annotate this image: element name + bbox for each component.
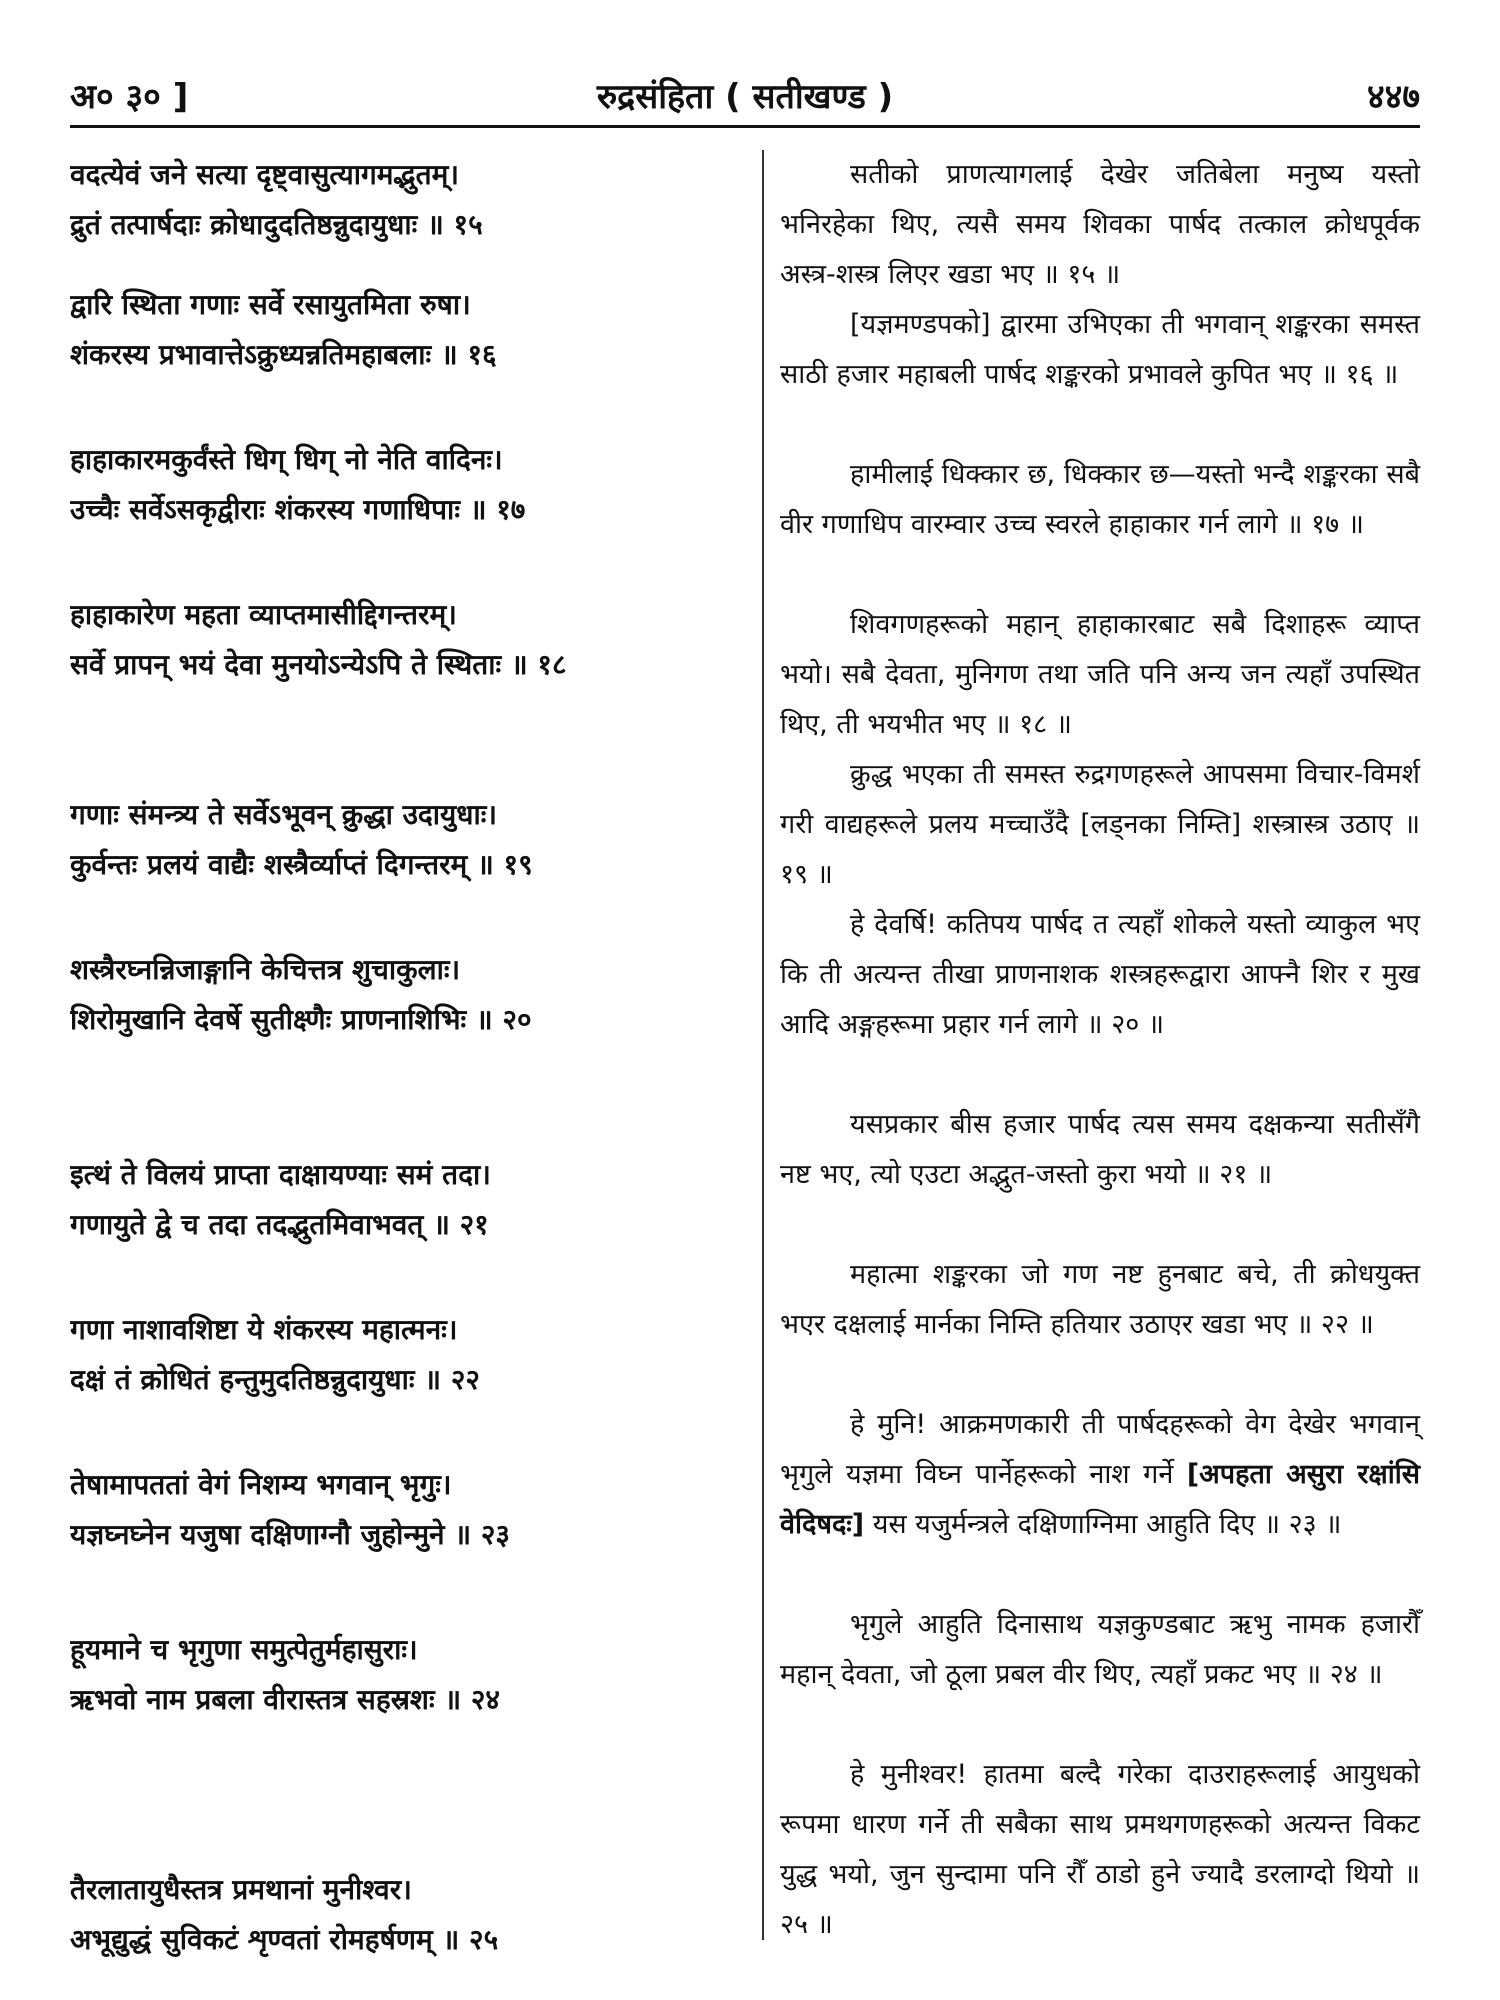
verse-line: उच्चैः सर्वेऽसकृद्वीराः शंकरस्य गणाधिपाः ॥ १७ (70, 493, 526, 526)
verse-line: शस्त्रैरघ्नन्निजाङ्गानि केचित्तत्र शुचाकुलाः। (70, 953, 461, 986)
translation-24 (780, 1600, 1420, 1700)
verse-23 (70, 1460, 740, 1560)
verse-18 (70, 590, 740, 690)
translation-text: हे देवर्षि! कतिपय पार्षद त त्यहाँ शोकले यस्तो व्याकुल भए कि ती अत्यन्त तीखा प्राणनाशक शस्त्रहरूद्वारा आफ्नै शिर र मुख आदि अङ्गहरूमा प्रहार गर्न लागे ॥ २० ॥ (780, 909, 1420, 1040)
translation-16 (780, 300, 1420, 400)
translation-text: भृगुले आहुति दिनासाथ यज्ञकुण्डबाट ऋभु नामक हजारौँ महान् देवता, जो ठूला प्रबल वीर थिए, त्यहाँ प्रकट भए ॥ २४ ॥ (780, 1609, 1420, 1690)
page-header (70, 72, 1420, 122)
translation-text: यसप्रकार बीस हजार पार्षद त्यस समय दक्षकन्या सतीसँगै नष्ट भए, त्यो एउटा अद्भुत-जस्तो कुरा भयो ॥ २१ ॥ (780, 1109, 1420, 1190)
translation-25 (780, 1750, 1420, 1950)
verse-line: कुर्वन्तः प्रलयं वाद्यैः शस्त्रैर्व्याप्तं दिगन्तरम् ॥ १९ (70, 848, 533, 881)
verse-22 (70, 1305, 740, 1405)
verse-line: द्रुतं तत्पार्षदाः क्रोधादुदतिष्ठन्नुदायुधाः ॥ १५ (70, 208, 483, 241)
translation-text: हे मुनि! आक्रमणकारी ती पार्षदहरूको वेग देखेर भगवान् भृगुले यज्ञमा विघ्न पार्नेहरूको नाश गर्ने (780, 1409, 1420, 1490)
column-divider (762, 150, 764, 1940)
translation-17 (780, 450, 1420, 550)
translation-20 (780, 900, 1420, 1050)
verse-21 (70, 1150, 740, 1250)
translation-19 (780, 750, 1420, 900)
verse-line: गणायुते द्वे च तदा तदद्भुतमिवाभवत् ॥ २१ (70, 1208, 489, 1241)
yajur-mantra: [अपहता असुरा रक्षांसि वेदिषदः] (780, 1459, 1420, 1540)
verse-20 (70, 945, 740, 1045)
translation-text: महात्मा शङ्करका जो गण नष्ट हुनबाट बचे, ती क्रोधयुक्त भएर दक्षलाई मार्नका निम्ति हतियार उठाएर खडा भए ॥ २२ ॥ (780, 1259, 1420, 1340)
verse-line: इत्थं ते विलयं प्राप्ता दाक्षायण्याः समं तदा। (70, 1158, 491, 1191)
translation-15 (780, 150, 1420, 300)
verse-line: तेषामापततां वेगं निशम्य भगवान् भृगुः। (70, 1468, 452, 1501)
translation-text: हामीलाई धिक्कार छ, धिक्कार छ—यस्तो भन्दै शङ्करका सबै वीर गणाधिप वारम्वार उच्च स्वरले हाहाकार गर्न लागे ॥ १७ ॥ (780, 459, 1420, 540)
verse-line: शिरोमुखानि देवर्षे सुतीक्ष्णैः प्राणनाशिभिः ॥ २० (70, 1003, 532, 1036)
verse-24 (70, 1625, 740, 1725)
verse-line: शंकरस्य प्रभावात्तेऽक्रुध्यन्नतिमहाबलाः ॥ १६ (70, 338, 497, 371)
verse-line: हूयमाने च भृगुणा समुत्पेतुर्महासुराः। (70, 1633, 418, 1666)
verse-line: दक्षं तं क्रोधितं हन्तुमुदतिष्ठन्नुदायुधाः ॥ २२ (70, 1363, 480, 1396)
translation-text: सतीको प्राणत्यागलाई देखेर जतिबेला मनुष्य यस्तो भनिरहेका थिए, त्यसै समय शिवका पार्षद तत्काल क्रोधपूर्वक अस्त्र-शस्त्र लिएर खडा भए ॥ १५ ॥ (780, 159, 1420, 290)
verse-17 (70, 435, 740, 535)
translation-text: हे मुनीश्वर! हातमा बल्दै गरेका दाउराहरूलाई आयुधको रूपमा धारण गर्ने ती सबैका साथ प्रमथगणहरूको अत्यन्त विकट युद्ध भयो, जुन सुन्दामा पनि रौँ ठाडो हुने ज्यादै डरलाग्दो थियो ॥ २५ ॥ (780, 1759, 1420, 1940)
verse-line: वदत्येवं जने सत्या दृष्ट्वासुत्यागमद्भुतम्। (70, 158, 459, 191)
translation-text: यस यजुर्मन्त्रले दक्षिणाग्निमा आहुति दिए ॥ २३ ॥ (872, 1509, 1342, 1540)
translation-23 (780, 1400, 1420, 1550)
verse-19 (70, 790, 740, 890)
verse-25 (70, 1865, 740, 1965)
verse-line: द्वारि स्थिता गणाः सर्वे रसायुतमिता रुषा। (70, 288, 471, 321)
translation-text: क्रुद्ध भएका ती समस्त रुद्रगणहरूले आपसमा विचार-विमर्श गरी वाद्यहरूले प्रलय मच्चाउँदै [लड्नका निम्ति] शस्त्रास्त्र उठाए ॥ १९ ॥ (780, 759, 1420, 890)
verse-line: अभूद्युद्धं सुविकटं शृण्वतां रोमहर्षणम् ॥ २५ (70, 1923, 499, 1956)
page-number: ४४७ (1366, 77, 1420, 117)
translation-21 (780, 1100, 1420, 1200)
verse-line: ऋभवो नाम प्रबला वीरास्तत्र सहस्रशः ॥ २४ (70, 1683, 500, 1716)
verse-line: गणाः संमन्त्र्य ते सर्वेऽभूवन् क्रुद्धा उदायुधाः। (70, 798, 498, 831)
header-rule (70, 125, 1420, 128)
verse-15 (70, 150, 740, 250)
verse-line: यज्ञघ्नघ्नेन यजुषा दक्षिणाग्नौ जुहोन्मुने ॥ २३ (70, 1518, 510, 1551)
translation-22 (780, 1250, 1420, 1350)
translation-text: शिवगणहरूको महान् हाहाकारबाट सबै दिशाहरू व्याप्त भयो। सबै देवता, मुनिगण तथा जति पनि अन्य जन त्यहाँ उपस्थित थिए, ती भयभीत भए ॥ १८ ॥ (780, 609, 1420, 740)
verse-line: हाहाकारेण महता व्याप्तमासीद्दिगन्तरम्। (70, 598, 457, 631)
page-title: रुद्रसंहिता ( सतीखण्ड ) (596, 77, 894, 117)
verse-line: सर्वे प्रापन् भयं देवा मुनयोऽन्येऽपि ते स्थिताः ॥ १८ (70, 648, 567, 681)
translation-text: [यज्ञमण्डपको] द्वारमा उभिएका ती भगवान् शङ्करका समस्त साठी हजार महाबली पार्षद शङ्करको प्रभावले कुपित भए ॥ १६ ॥ (780, 309, 1420, 390)
verse-line: गणा नाशावशिष्टा ये शंकरस्य महात्मनः। (70, 1313, 458, 1346)
verse-line: हाहाकारमकुर्वंस्ते धिग् धिग् नो नेति वादिनः। (70, 443, 503, 476)
translation-18 (780, 600, 1420, 750)
verse-16 (70, 280, 740, 380)
chapter-marker: अ० ३० ] (70, 77, 189, 117)
verse-line: तैरलातायुधैस्तत्र प्रमथानां मुनीश्वर। (70, 1873, 412, 1906)
